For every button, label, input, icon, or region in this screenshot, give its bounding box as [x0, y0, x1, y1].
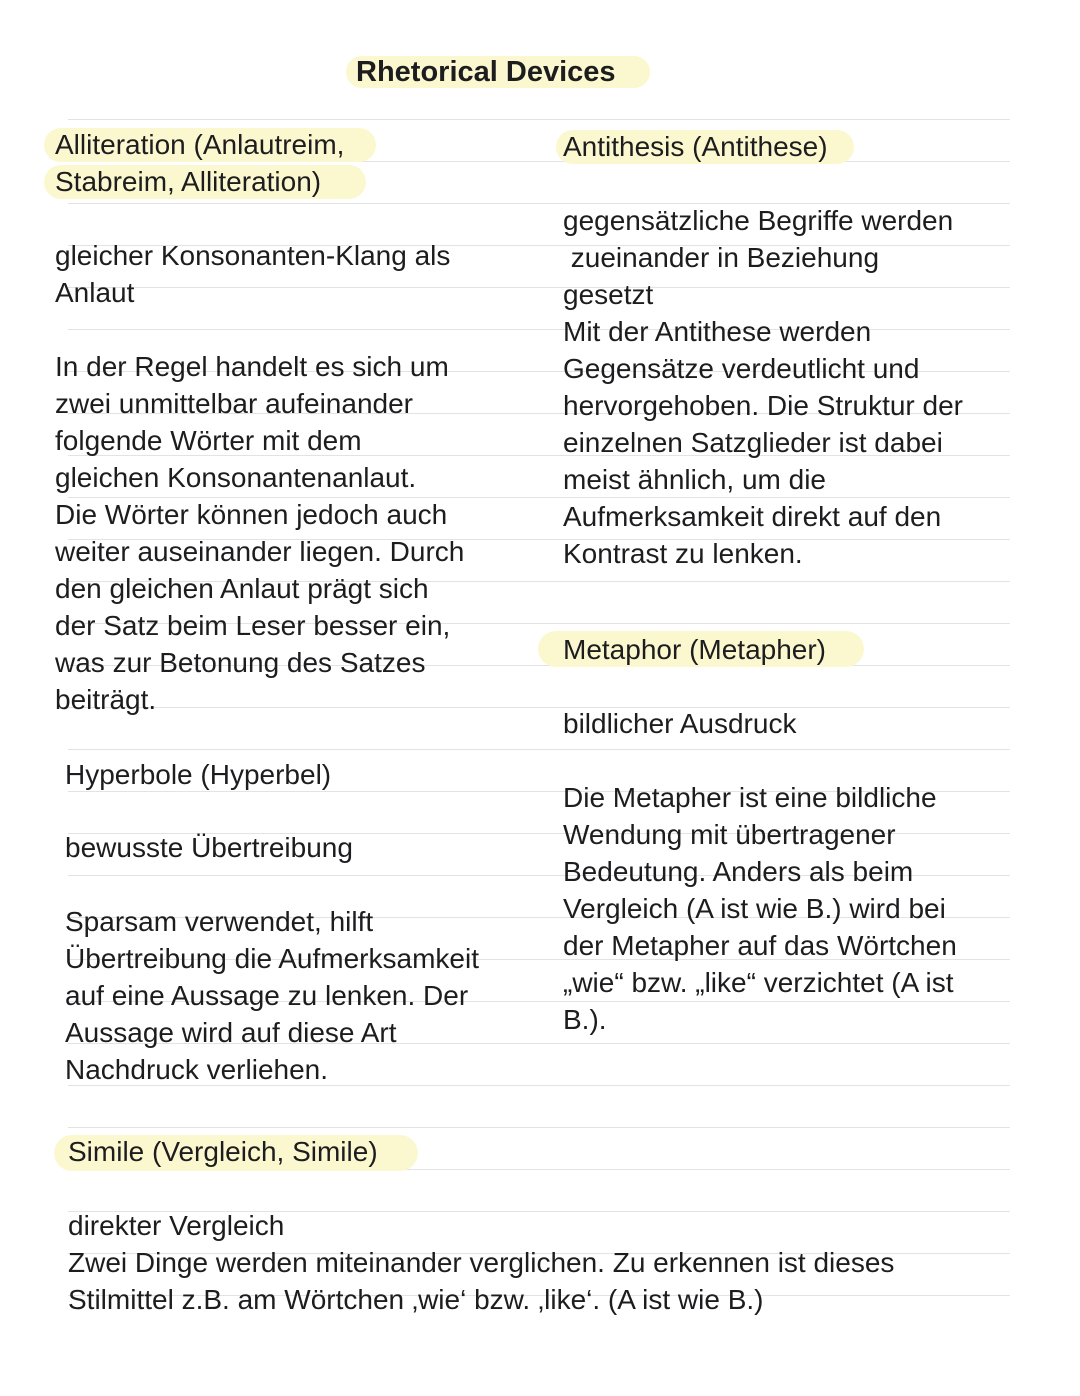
alliteration-explanation: beiträgt. — [55, 684, 157, 715]
alliteration-definition: gleicher Konsonanten-Klang als — [55, 240, 451, 271]
antithesis-definition: gesetzt — [563, 279, 654, 310]
hyperbole-explanation: Übertreibung die Aufmerksamkeit — [65, 943, 479, 974]
simile-explanation: Zwei Dinge werden miteinander verglichen. Zu erkennen ist dieses — [68, 1247, 895, 1278]
alliteration-explanation: gleichen Konsonantenanlaut. — [55, 462, 417, 493]
alliteration-explanation: was zur Betonung des Satzes — [55, 647, 426, 678]
metaphor-explanation: B.). — [563, 1004, 607, 1035]
alliteration-definition: Anlaut — [55, 277, 135, 308]
metaphor-explanation: Die Metapher ist eine bildliche — [563, 782, 937, 813]
hyperbole-heading: Hyperbole (Hyperbel) — [65, 759, 332, 790]
hyperbole-explanation: Aussage wird auf diese Art — [65, 1017, 397, 1048]
metaphor-explanation: Vergleich (A ist wie B.) wird bei — [563, 893, 946, 924]
antithesis-explanation: Mit der Antithese werden — [563, 316, 872, 347]
simile-explanation: Stilmittel z.B. am Wörtchen ‚wie‘ bzw. ‚like‘. (A ist wie B.) — [68, 1284, 764, 1315]
alliteration-explanation: der Satz beim Leser besser ein, — [55, 610, 451, 641]
simile-heading: Simile (Vergleich, Simile) — [68, 1136, 378, 1167]
antithesis-explanation: Aufmerksamkeit direkt auf den — [563, 501, 942, 532]
alliteration-explanation: In der Regel handelt es sich um — [55, 351, 449, 382]
page-title: Rhetorical Devices — [356, 56, 616, 88]
hyperbole-explanation: Nachdruck verliehen. — [65, 1054, 329, 1085]
rule-line — [68, 749, 1010, 750]
simile-definition: direkter Vergleich — [68, 1210, 285, 1241]
antithesis-explanation: Gegensätze verdeutlicht und — [563, 353, 920, 384]
antithesis-explanation: Kontrast zu lenken. — [563, 538, 803, 569]
antithesis-definition: zueinander in Beziehung — [563, 242, 880, 273]
rule-line — [68, 707, 1010, 708]
hyperbole-definition: bewusste Übertreibung — [65, 832, 353, 863]
antithesis-heading: Antithesis (Antithese) — [563, 131, 828, 162]
alliteration-heading: Alliteration (Anlautreim, — [55, 129, 345, 160]
alliteration-explanation: den gleichen Anlaut prägt sich — [55, 573, 429, 604]
alliteration-explanation: Die Wörter können jedoch auch — [55, 499, 448, 530]
antithesis-definition: gegensätzliche Begriffe werden — [563, 205, 954, 236]
alliteration-heading: Stabreim, Alliteration) — [55, 166, 322, 197]
rule-line — [68, 287, 1010, 288]
hyperbole-explanation: Sparsam verwendet, hilft — [65, 906, 374, 937]
alliteration-explanation: folgende Wörter mit dem — [55, 425, 362, 456]
metaphor-definition: bildlicher Ausdruck — [563, 708, 797, 739]
metaphor-explanation: „wie“ bzw. „like“ verzichtet (A ist — [563, 967, 954, 998]
antithesis-explanation: hervorgehoben. Die Struktur der — [563, 390, 963, 421]
rule-line — [68, 1127, 1010, 1128]
metaphor-explanation: Wendung mit übertragener — [563, 819, 896, 850]
alliteration-explanation: weiter auseinander liegen. Durch — [55, 536, 465, 567]
rule-line — [68, 119, 1010, 120]
metaphor-explanation: Bedeutung. Anders als beim — [563, 856, 914, 887]
metaphor-heading: Metaphor (Metapher) — [563, 634, 827, 665]
hyperbole-explanation: auf eine Aussage zu lenken. Der — [65, 980, 469, 1011]
alliteration-explanation: zwei unmittelbar aufeinander — [55, 388, 413, 419]
antithesis-explanation: meist ähnlich, um die — [563, 464, 827, 495]
antithesis-explanation: einzelnen Satzglieder ist dabei — [563, 427, 943, 458]
metaphor-explanation: der Metapher auf das Wörtchen — [563, 930, 957, 961]
